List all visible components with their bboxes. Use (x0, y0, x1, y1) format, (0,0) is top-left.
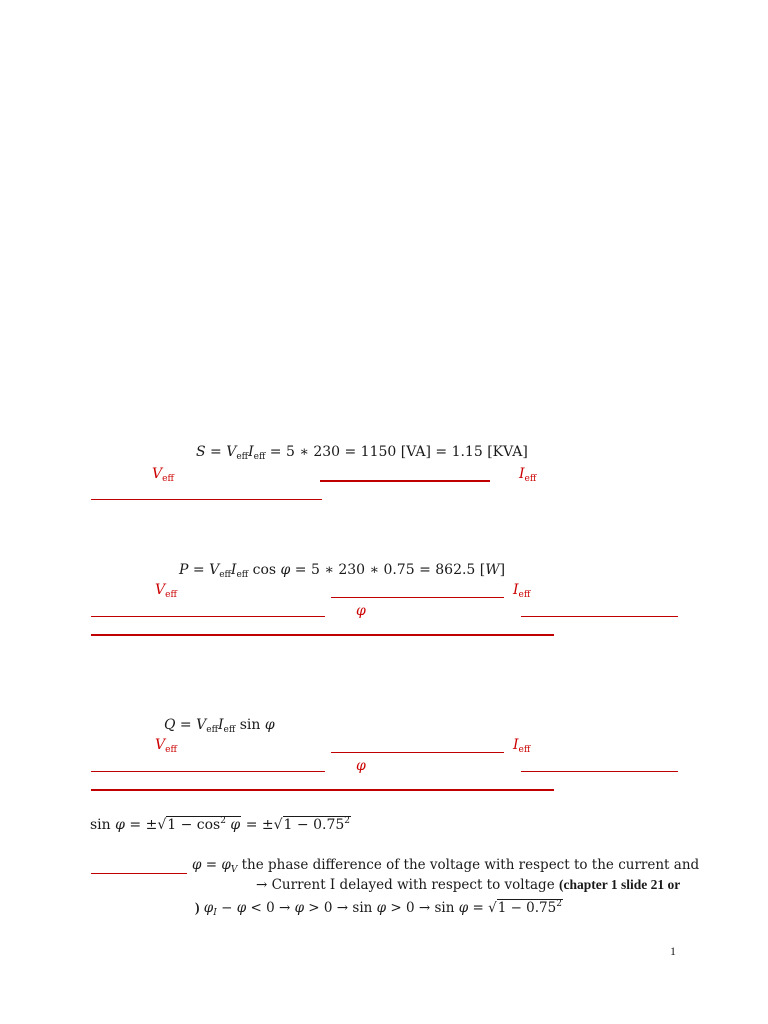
label-v: V (152, 466, 163, 482)
radicand (497, 899, 563, 916)
bold-text: ) (195, 900, 200, 915)
symbol-I: I (230, 562, 237, 578)
label-ieff-3 (513, 737, 530, 755)
radicand-text: 1 − 0.75 (283, 817, 345, 833)
subscript: eff (253, 452, 266, 462)
equals: = (201, 857, 222, 873)
symbol-phi: φ (203, 900, 214, 916)
text: sin (348, 900, 377, 916)
cos: cos (248, 562, 281, 578)
superscript: 2 (344, 816, 350, 826)
sin: sin (235, 717, 265, 733)
text: > 0 (304, 900, 337, 916)
text: < 0 (246, 900, 279, 916)
symbol-phi: φ (236, 900, 247, 916)
text: = (468, 900, 489, 916)
subscript: eff (236, 570, 249, 580)
equals-pm: = ± (241, 817, 274, 833)
paragraph-line-2 (256, 877, 680, 893)
radical: √ (157, 817, 167, 833)
equals: = (188, 562, 210, 578)
label-phi: φ (356, 758, 366, 774)
label-veff-1 (152, 466, 174, 484)
label-v: V (155, 582, 166, 598)
subscript: eff (206, 725, 218, 735)
subscript: eff (219, 570, 231, 580)
paragraph-line-3 (195, 899, 563, 918)
label-sub: eff (162, 474, 174, 484)
red-line (91, 789, 554, 791)
symbol-phi: φ (192, 857, 202, 873)
equation-reactive-power (164, 717, 275, 735)
radicand-2 (283, 816, 351, 833)
radical: √ (488, 900, 497, 916)
symbol-phi: φ (280, 562, 291, 578)
symbol-Q: Q (164, 717, 176, 733)
radicand-text: 1 − cos (167, 817, 221, 833)
bold-text: (chapter 1 slide 21 or (558, 877, 681, 892)
symbol-I: I (248, 444, 254, 460)
arrow-icon: → (418, 900, 431, 916)
red-line (91, 616, 325, 617)
label-phi-2 (356, 758, 366, 774)
label-i: I (513, 582, 519, 598)
label-sub: eff (165, 745, 177, 755)
symbol-phi: φ (225, 817, 241, 833)
equals-pm: = ± (124, 817, 158, 833)
radical: √ (273, 817, 283, 833)
label-sub: eff (165, 590, 177, 600)
page-number: 1 (670, 944, 676, 958)
symbol-phi: φ (115, 817, 125, 833)
arrow-icon: → (278, 900, 291, 916)
symbol-V: V (226, 444, 237, 460)
equals: = (205, 444, 227, 460)
paragraph-line-1 (192, 857, 699, 875)
subscript: eff (223, 725, 236, 735)
red-line (331, 752, 504, 753)
label-i: I (519, 466, 525, 482)
label-i: I (513, 737, 519, 753)
symbol-P: P (179, 562, 189, 578)
radicand-text: 1 − 0.75 (497, 900, 557, 916)
label-ieff-1 (519, 466, 536, 484)
symbol-V: V (196, 717, 207, 733)
equation-apparent-power (196, 444, 528, 462)
equation-rhs: = 5 ∗ 230 ∗ 0.75 = 862.5 [ (290, 562, 486, 578)
text: > 0 (386, 900, 419, 916)
red-line (91, 771, 325, 772)
label-veff-3 (155, 737, 177, 755)
subscript: eff (236, 452, 249, 462)
arrow-icon: → (336, 900, 349, 916)
label-phi: φ (356, 603, 366, 619)
symbol-phi: φ (264, 717, 275, 733)
label-sub: eff (518, 745, 531, 755)
superscript: 2 (556, 899, 562, 909)
unit-W: W (485, 562, 500, 578)
label-ieff-2 (513, 582, 530, 600)
red-line (320, 480, 490, 482)
symbol-phi: φ (458, 900, 469, 916)
symbol-I: I (217, 717, 224, 733)
label-veff-2 (155, 582, 177, 600)
arrow-icon: → (256, 877, 268, 893)
superscript: 2 (220, 816, 226, 826)
symbol-phi: φ (294, 900, 305, 916)
label-sub: eff (518, 590, 531, 600)
bracket: ] (499, 562, 506, 578)
equation-rhs: = 5 ∗ 230 = 1150 [VA] = 1.15 [KVA] (265, 444, 528, 460)
text: Current I delayed with respect to voltage (267, 877, 559, 893)
text: the phase difference of the voltage with respect to the current and (237, 857, 700, 873)
equals: = (175, 717, 197, 733)
equation-real-power (179, 562, 505, 580)
label-sub: eff (524, 474, 537, 484)
sin: sin (90, 817, 116, 833)
red-line (521, 771, 678, 772)
symbol-phi: φ (221, 857, 231, 873)
symbol-V: V (209, 562, 220, 578)
equation-sin-phi (90, 816, 351, 833)
subscript: I (213, 908, 217, 918)
text: − (216, 900, 237, 916)
radicand-1 (166, 816, 241, 833)
text: sin (430, 900, 459, 916)
label-phi-1 (356, 603, 366, 619)
red-line (331, 597, 504, 598)
symbol-phi: φ (376, 900, 387, 916)
red-line (91, 873, 187, 874)
red-line (91, 499, 322, 500)
label-v: V (155, 737, 166, 753)
subscript: V (230, 865, 238, 875)
symbol-S: S (196, 444, 206, 460)
red-line (91, 634, 554, 636)
red-line (521, 616, 678, 617)
